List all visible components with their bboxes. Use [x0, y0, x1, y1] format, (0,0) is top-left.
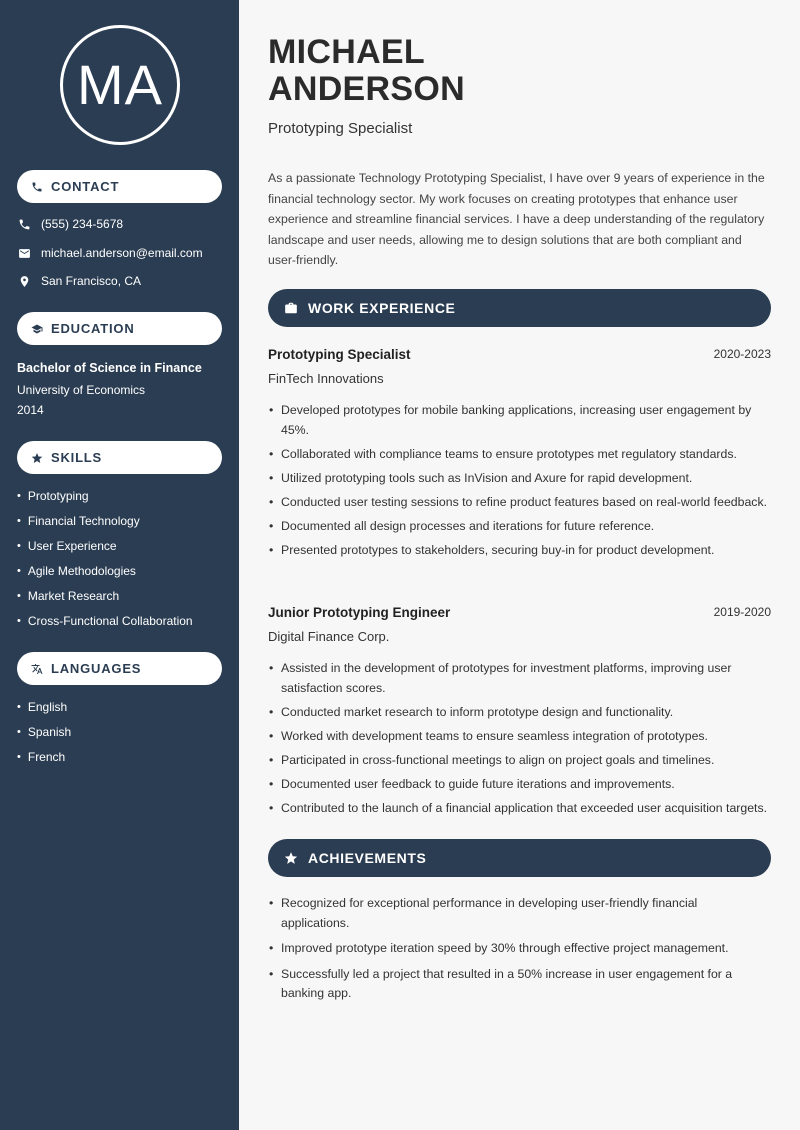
job-bullet: • Contributed to the launch of a financial application that exceeded user acquisition targets.: [268, 799, 771, 819]
languages-section-header: [17, 652, 222, 685]
education-heading: EDUCATION: [51, 321, 135, 336]
briefcase-icon: [284, 301, 298, 315]
job-role: Prototyping Specialist: [268, 347, 411, 362]
achievement-item: • Improved prototype iteration speed by 30% through effective project management.: [268, 939, 758, 959]
contact-phone: [17, 217, 123, 231]
job-bullet: • Worked with development teams to ensure seamless integration of prototypes.: [268, 727, 771, 747]
language-item: • French: [17, 750, 71, 775]
achievement-item: • Successfully led a project that resulted in a 50% increase in user engagement for a banking app.: [268, 965, 758, 1004]
contact-heading: CONTACT: [51, 179, 120, 194]
job-company: FinTech Innovations: [268, 371, 384, 386]
avatar-initials: MA: [77, 53, 163, 116]
skill-item: • Financial Technology: [17, 514, 193, 539]
languages-list: [17, 700, 71, 775]
skill-item: • User Experience: [17, 539, 193, 564]
skill-item: • Agile Methodologies: [17, 564, 193, 589]
skill-item: • Prototyping: [17, 489, 193, 514]
name-line-first: MICHAEL: [268, 33, 425, 71]
job-bullet: • Presented prototypes to stakeholders, securing buy-in for product development.: [268, 541, 771, 561]
achievements-header: [268, 839, 771, 877]
phone-icon: [17, 217, 31, 231]
star-icon: [284, 851, 298, 865]
phone-icon: [31, 181, 43, 193]
graduation-cap-icon: [31, 323, 43, 335]
job-head: [268, 604, 771, 624]
avatar: [60, 25, 180, 145]
achievement-item: • Recognized for exceptional performance in developing user-friendly financial applications.: [268, 894, 758, 933]
job-bullet: • Collaborated with compliance teams to ensure prototypes met regulatory standards.: [268, 445, 771, 465]
job-bullet: • Conducted market research to inform prototype design and functionality.: [268, 703, 771, 723]
language-item: • Spanish: [17, 725, 71, 750]
star-icon: [31, 452, 43, 464]
candidate-name: [268, 34, 465, 108]
job-bullets: [268, 401, 771, 560]
job-role: Junior Prototyping Engineer: [268, 605, 451, 620]
job-entry: [268, 346, 771, 565]
job-bullet: • Assisted in the development of prototypes for investment platforms, improving user satisfaction scores.: [268, 659, 771, 698]
work-experience-heading: WORK EXPERIENCE: [308, 300, 456, 316]
profile-summary: As a passionate Technology Prototyping Specialist, I have over 9 years of experience in the financial technology sector. My work focuses on creating prototypes that enhance user experience and streamline financial services. I have a deep understanding of the regulatory landscape and user needs, allowing me to design solutions that are both compliant and user-friendly.: [268, 171, 765, 267]
job-bullets: [268, 659, 771, 818]
job-dates: 2019-2020: [713, 605, 771, 619]
job-bullet: • Documented user feedback to guide future iterations and improvements.: [268, 775, 771, 795]
main-content: [239, 0, 800, 1130]
job-entry: [268, 604, 771, 823]
job-bullet: • Utilized prototyping tools such as InVision and Axure for rapid development.: [268, 469, 771, 489]
education-degree: Bachelor of Science in Finance: [17, 361, 202, 375]
job-company: Digital Finance Corp.: [268, 629, 390, 644]
achievements-list: [268, 894, 758, 1010]
skills-section-header: [17, 441, 222, 474]
language-item: • English: [17, 700, 71, 725]
contact-location: [17, 274, 141, 288]
job-dates: 2020-2023: [713, 347, 771, 361]
translate-icon: [31, 663, 43, 675]
skills-list: [17, 489, 193, 639]
education-year: 2014: [17, 403, 44, 417]
contact-email-text: michael.anderson@email.com: [41, 246, 203, 260]
achievements-heading: ACHIEVEMENTS: [308, 850, 427, 866]
contact-section-header: [17, 170, 222, 203]
contact-email[interactable]: [17, 246, 203, 260]
languages-heading: LANGUAGES: [51, 661, 142, 676]
education-section-header: [17, 312, 222, 345]
job-bullet: • Developed prototypes for mobile banking applications, increasing user engagement by 45%.: [268, 401, 771, 440]
envelope-icon: [17, 246, 31, 260]
skill-item: • Cross-Functional Collaboration: [17, 614, 193, 639]
candidate-title: Prototyping Specialist: [268, 120, 413, 137]
work-experience-header: [268, 289, 771, 327]
job-bullet: • Conducted user testing sessions to refine product features based on real-world feedback.: [268, 493, 771, 513]
contact-phone-text: (555) 234-5678: [41, 217, 124, 231]
sidebar: [0, 0, 239, 1130]
education-school: University of Economics: [17, 383, 146, 397]
name-line-last: ANDERSON: [268, 70, 465, 108]
location-pin-icon: [17, 274, 31, 288]
job-head: [268, 346, 771, 366]
skill-item: • Market Research: [17, 589, 193, 614]
contact-location-text: San Francisco, CA: [41, 274, 142, 288]
job-bullet: • Participated in cross-functional meetings to align on project goals and timelines.: [268, 751, 771, 771]
skills-heading: SKILLS: [51, 450, 103, 465]
job-bullet: • Documented all design processes and iterations for future reference.: [268, 517, 771, 537]
